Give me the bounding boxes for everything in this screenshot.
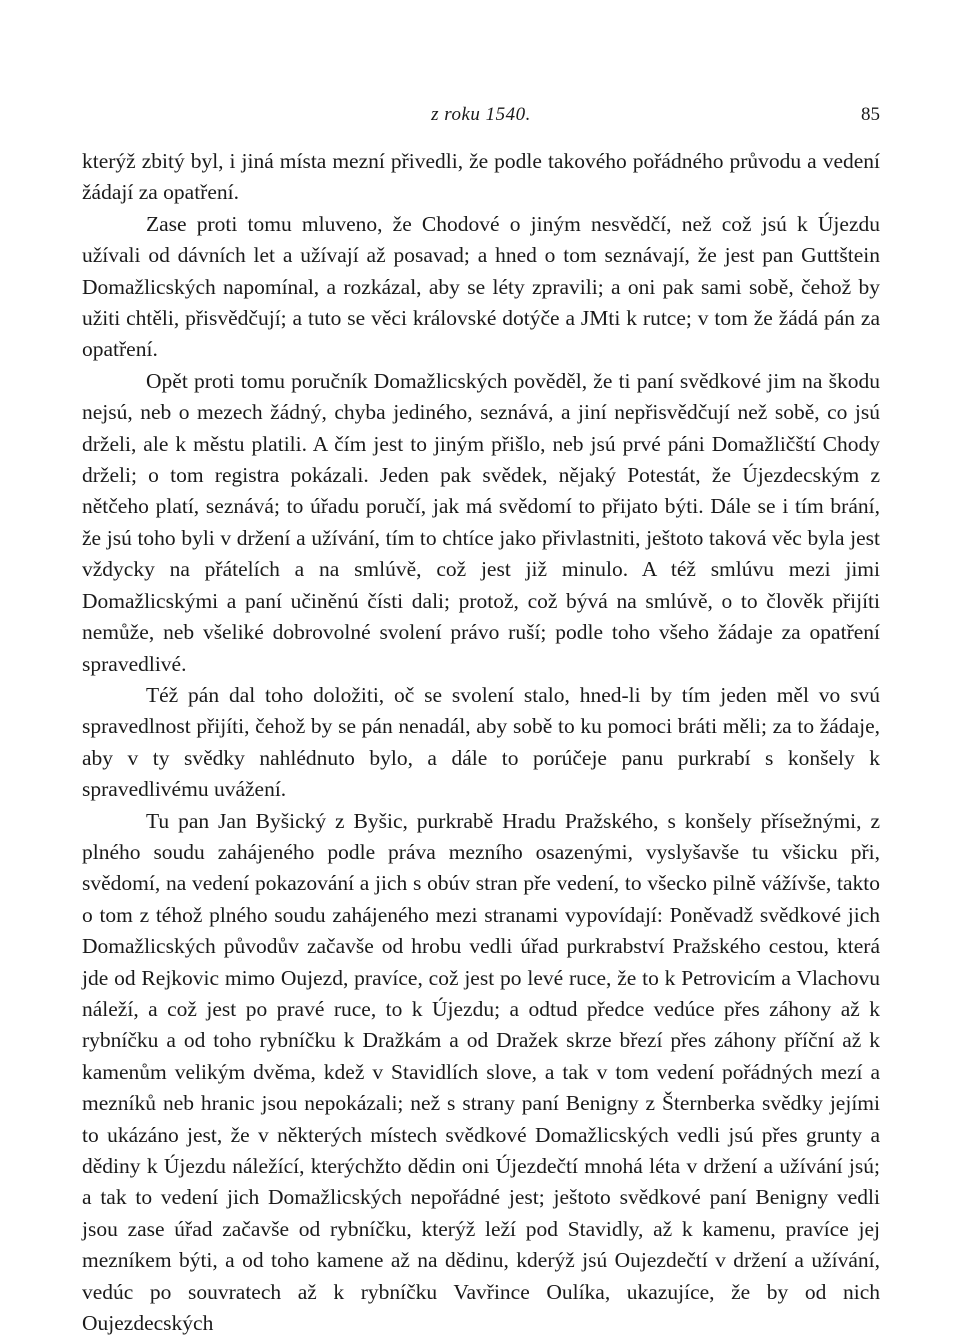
document-page bbox=[82, 100, 880, 1339]
running-title: z roku 1540. bbox=[431, 104, 531, 125]
paragraph: kterýž zbitý byl, i jiná místa mezní přivedli, že podle takového pořádného průvodu a vedení žádají za opatření. bbox=[82, 149, 880, 205]
page-number: 85 bbox=[861, 104, 880, 125]
running-header bbox=[82, 100, 880, 132]
paragraph: Též pán dal toho doložiti, oč se svolení stalo, hned-li by tím jeden měl vo svú spravedlnost přijíti, čehož by se pán nenadál, aby sobě to ku pomoci bráti měli; za to žádaje, aby v ty svědky nahlédnuto bylo, a dále to porúčeje panu purkrabí s konšely k spravedlivému uvážení. bbox=[82, 682, 880, 802]
paragraph: Zase proti tomu mluveno, že Chodové o jiným nesvědčí, než což jsú k Újezdu užívali od dávních let a užívají až posavad; a hned o tom seznávají, že jest pan Guttštein Domažlicských napomínal, a rozkázal, aby se léty zpravili; a oni pak sami sobě, čehož by užiti chtěli, přisvědčují; a tuto se věci královské dotýče a JMti k rutce; v tom že žádá pán za opatření. bbox=[82, 211, 880, 362]
paragraph: Opět proti tomu poručník Domažlicských pověděl, že ti paní svědkové jim na škodu nejsú, neb o mezech žádný, chyba jediného, seznává, a jiní nepřisvědčují než sobě, co jsú drželi, ale k městu platili. A čím jest to jiným přišlo, neb jsú prvé páni Domažličští Chody drželi; o tom registra pokázali. Jeden pak svědek, nějaký Potestát, že Újezdecským z nětčeho platí, seznává; to úřadu poručí, jak má svědomí to přijato býti. Dále se i tím brání, že jsú toho byli v držení a užívání, tím to chtíce jako přivlastniti, ještoto taková věc byla jest vždycky na přátelích a na smlúvě, což jest již minulo. A též smlúvu mezi jimi Domažlicskými a paní učiněnú čísti dali; protož, což bývá na smlúvě, o to člověk přijíti nemůže, neb všeliké dobrovolné svolení právo ruší; podle toho všeho žádaje za opatření spravedlivé. bbox=[82, 368, 880, 676]
paragraph: Tu pan Jan Byšický z Byšic, purkrabě Hradu Pražského, s konšely přísežnými, z plného soudu zahájeného podle práva mezního osazenými, vyslyšavše tu všicku při, svědomí, na vedení pokazování a jich s obúv stran pře vedení, to všecko pilně vážívše, takto o tom z téhož plného soudu zahájeného mezi stranami vypovídají: Poněvadž svědkové jich Domažlicských původův začavše od hrobu vedli úřad purkrabství Pražského cestou, která jde od Rejkovic mimo Oujezd, pravíce, což jest po levé ruce, že to k Petrovicím a Vlachovu náleží, a což jest po pravé ruce, to k Újezdu; a odtud předce vedúce přes záhony až k rybníčku a od toho rybníčku k Dražkám a od Dražek skrze březí přes záhony příční až k kamenům velikým dvěma, kdež v Stavidlích slove, a tak v tom vedení pořádných mezí a mezníků neb hranic jsou nepokázali; než s strany paní Benigny z Šternberka svědky jejími to ukázáno jest, že v některých místech svědkové Domažlicských vedli jsú přes grunty a dědiny k Újezdu náležící, kterýchžto dědin oni Újezdečtí mnohá léta v držení a užívání jsú; a tak to vedení jich Domažlicských nepořádné jest; ještoto svědkové paní Benigny vedli jsou zase úřad začavše od rybníčku, kterýž leží pod Stavidly, až k kamenu, pravíce jej mezníkem býti, a od toho kamene až na dědinu, kderýž jsú Oujezdečtí v držení a užívání, vedúc po souvratech až k rybníčku Vavřince Oulíka, ukazujíce, že by od nich Oujezdecských bbox=[82, 808, 880, 1336]
body-text bbox=[82, 146, 880, 1339]
